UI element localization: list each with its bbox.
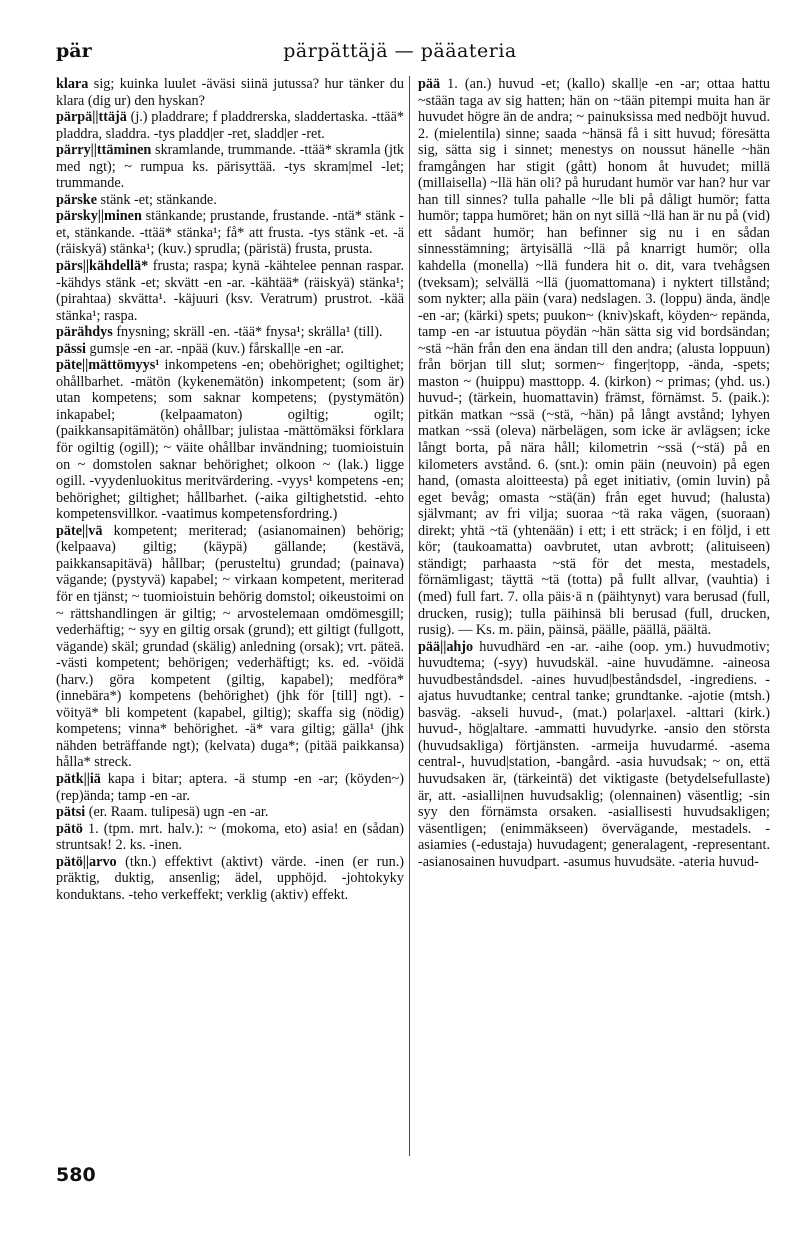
page-number: 580 [56, 1164, 96, 1186]
dictionary-entry: pärry||ttäminen skramlande, trummande. -ttää* skramla (jtk med ngt); ~ rumpua ks. pärisyttää. -tys skram|mel -let; trummande. [56, 142, 404, 192]
headword: pää [418, 76, 441, 92]
dictionary-entry: pässi gums|e -en -ar. -npää (kuv.) fårskall|e -en -ar. [56, 340, 345, 357]
headword: pärsky||minen [56, 208, 142, 225]
headword: pätsi [56, 804, 86, 821]
headword: pätö||arvo [56, 853, 117, 870]
dictionary-entry: pärpä||ttäjä (j.) pladdrare; f pladdrerska, sladdertaska. -ttää* pladdra, sladdra. -tys pladd|er -ret, sladd|er -ret. [56, 109, 404, 142]
dictionary-entry: pää 1. (an.) huvud -et; (kallo) skall|e -en -ar; ottaa hattu ~stään taga av sig hatten; hän on ~tään pitempi muita han är huvudet högre än de andra; ~ painuksissa med nedböjt huvud. 2. (mielentila) sinne; saada ~hänsä få i sitt huvud; föresätta sig, sätta sig i sinnet; menestys on noussut hänelle ~hän framgången har stigit (gått) honom åt huvudet; millä (millaisella) ~llä hän oli? på hurudant humör var han? hur var han till sinnes? tulla pahalle ~lle bli på dåligt humör; fatta humör; tappa humöret; hän on nyt sillä ~llä han är nu på (vid) ett sådant humör; han befinner sig nu i en sådan sinnesstämning; ärtyisällä ~llä på knarrigt humör; olla kahdella (monella) ~llä fundera hit o. dit, vara tvehågsen (tveksam); selvällä ~llä (juomattomana) i nyktert tillstånd; som nykter; alla päin (vara) nedslagen. 3. (loppu) ända, änd|e -en -ar; (kärki) spets; puukon~ (kniv)skaft, köyden~ repända, tamp -en -ar istuutua pöydän ~hän sätta sig vid bordsändan; ~stä ~hän från den ena ändan till den andra; (alusta loppuun) från början till slut; sormen~ finger|topp, -ända, -spets; maston ~ (huippu) masttopp. 4. (kirkon) ~ primas; (yhd. us.) huvud-; (tärkein, huomattavin) främst, förnämst. 5. (paik.): pitkän matkan ~ssä (~stä, ~hän) på långt avstånd; lyhyen matkan ~ssä (oleva) närbelägen, som icke är avlägsen; icke långt borta, på nära håll; kilometrin ~ssä (~stä) på en kilometers avstånd. 6. (snt.): omin päin (neuvoin) på egen hand, (omasta aloitteesta) på eget initiativ, (omin luvin) på eget bevåg; omasta ~stä(än) från eget huvud; (halusta) självmant; av fri vilja; suoraa ~tä raka vägen, (suoraan) direkt; yhtä ~tä (yhtenään) i ett; i ett sträck; i en följd, i ett kör; (taukoamatta) oavbrutet, utan avbrott; (alituiseen) ständigt; parhaasta ~stä för det mesta, mestadels, förnämligast; täyttä ~tä (totta) på fullt allvar, (vauhtia) i (med) full fart. 7. olla päis·ä n (päihtynyt) vara berusad (full, drucken, rusig); tulla päihinsä bli berusad (full, drucken, rusig). — Ks. m. päin, päinsä, päälle, päällä, päältä. [418, 76, 770, 639]
right-column [418, 76, 770, 1156]
dictionary-entry: klara sig; kuinka luulet -äväsi siinä jutussa? hur tänker du klara (dig ur) den hyskan? [56, 76, 404, 109]
headword: pärry||ttäminen [56, 142, 152, 159]
dictionary-entry: pätö 1. (tpm. mrt. halv.): ~ (mokoma, eto) asia! en (sådan) struntsak! 2. ks. -inen. [56, 820, 404, 854]
header-first-headword: pär [56, 40, 92, 62]
headword: pätö [56, 820, 83, 837]
dictionary-entry: pätö||arvo (tkn.) effektivt (aktivt) värde. -inen (er run.) präktig, duktig, ansenlig; ädel, upphöjd. -johtokyky konduktans. -teho verkeffekt; verklig (aktiv) effekt. [56, 853, 404, 903]
headword: pärske [56, 191, 97, 208]
headword: pärpä||ttäjä [56, 109, 127, 126]
dictionary-entry: pärsky||minen stänkande; prustande, frustande. -ntä* stänk -et, stänkande. -ttää* stänka¹; få* att frusta. -tys stänk -et. -ä (räiskyä) stänka¹; (kuv.) sprudla; (päristä) frusta, prusta. [56, 208, 404, 258]
dictionary-entry: pätsi (er. Raam. tulipesä) ugn -en -ar. [56, 804, 269, 821]
dictionary-entry: pätk||iä kapa i bitar; aptera. -ä stump -en -ar; (köyden~) (rep)ända; tamp -en -ar. [56, 770, 404, 804]
headword: pää||ahjo [418, 638, 474, 655]
left-column [56, 76, 404, 1156]
header-range: pärpättäjä — pääateria [283, 40, 517, 62]
headword: pärähdys [56, 324, 113, 341]
column-divider [409, 76, 410, 1156]
headword: pässi [56, 340, 86, 357]
dictionary-entry: pärähdys fnysning; skräll -en. -tää* fnysa¹; skrälla¹ (till). [56, 324, 383, 341]
dictionary-entry: päte||vä kompetent; meriterad; (asianomainen) behörig; (kelpaava) giltig; (käypä) gällande; (kestävä, paikkansapitävä) hållbar; (perusteltu) grundad; (painava) vägande; (pystyvä) kapabel; ~ virkaan kompetent, meriterad för en tjänst; ~ tuomioistuin behörig domstol; oikeustoimi on ~ rättshandlingen är giltig; ~ arvostelemaan omdömesgill; vederhäftig; ~ syy en giltig orsak (grund); ett giltigt (fullgott, vägande) skäl; grundad (skälig) anledning (orsak); vrt. päteä. -västi kompetent; behörigen; vederhäftigt; ks. ed. -vöidä (harv.) göra kompetent (giltig, kapabel); medföra* (innebära*) kompetens (behörighet) (jhk för [till] ngt). -vöityä* bli kompetent (kapabel, giltig); skaffa sig (nödig) kompetens; vinna* behörighet. -ä* vara giltig; gälla¹ (jhk nähden beträffande ngt); (kelvata) duga*; (pitää paikkansa) hålla* streck. [56, 522, 404, 771]
headword: päte||mättömyys¹ [56, 357, 160, 374]
dictionary-entry: päte||mättömyys¹ inkompetens -en; obehörighet; ogiltighet; ohållbarhet. -mätön (kykenemätön) inkompetent; (som är) utan kompetens; som saknar kompetens; (pystymätön) inkapabel; (kelpaamaton) ogiltig; ogilt; (paikkansapitämätön) ohållbar; julistaa -mättömäksi förklara för ogiltig (ogill); ~ väite ohållbar invändning; tuomioistuin on ~ domstolen saknar behörighet; olkoon ~ (lak.) ligge ogill. -vyydenluokitus meritvärdering. -vyys¹ kompetens -en; behörighet; giltighet; hållbarhet. (-aika giltighetstid. -ehto kompetensvillkor. -vaatimus kompetensfordring.) [56, 357, 404, 523]
headword: klara [56, 76, 89, 92]
dictionary-entry: pärske stänk -et; stänkande. [56, 191, 217, 208]
dictionary-entry: pärs||kähdellä* frusta; raspa; kynä -kähtelee pennan raspar. -kähdys stänk -et; skvätt -en -ar. -kähtää* (räiskyä) stänka¹; (pirahtaa) skvätta¹. -käjuuri (ksv. Veratrum) prustrot. -kää stänka¹; raspa. [56, 258, 404, 324]
dictionary-entry: pää||ahjo huvudhärd -en -ar. -aihe (oop. ym.) huvudmotiv; huvudtema; (-syy) huvudskäl. -aine huvudämne. -aineosa huvudbeståndsdel. -aines huvud|beståndsdel, -ingrediens. -ajatus huvudtanke; central tanke; grundtanke. -ajotie (mtsh.) basväg. -akseli huvud-, (mat.) polar|axel. -alttari (kirk.) huvud-, hög|altare. -ammatti huvudyrke. -ansio den största (huvudsakliga) förtjänsten. -armeija huvudarmé. -asema central-, huvud|station, -bangård. -asia huvudsak; ~ on, että huvudsaken är, (tärkeintä) det viktigaste (betydelsefullaste) är, att. -asialli|nen huvudsaklig; (olennainen) väsentlig; -sin syy den förnämsta orsaken. -asiallisesti huvudsakligen; väsentligen; (enimmäkseen) övervägande, mestadels. -asiamies (-edustaja) huvudagent; generalagent, -representant. -asianosainen huvudpart. -asumus huvudsäte. -ateria huvud- [418, 638, 770, 870]
headword: pätk||iä [56, 770, 101, 787]
headword: päte||vä [56, 522, 103, 539]
headword: pärs||kähdellä* [56, 258, 149, 275]
